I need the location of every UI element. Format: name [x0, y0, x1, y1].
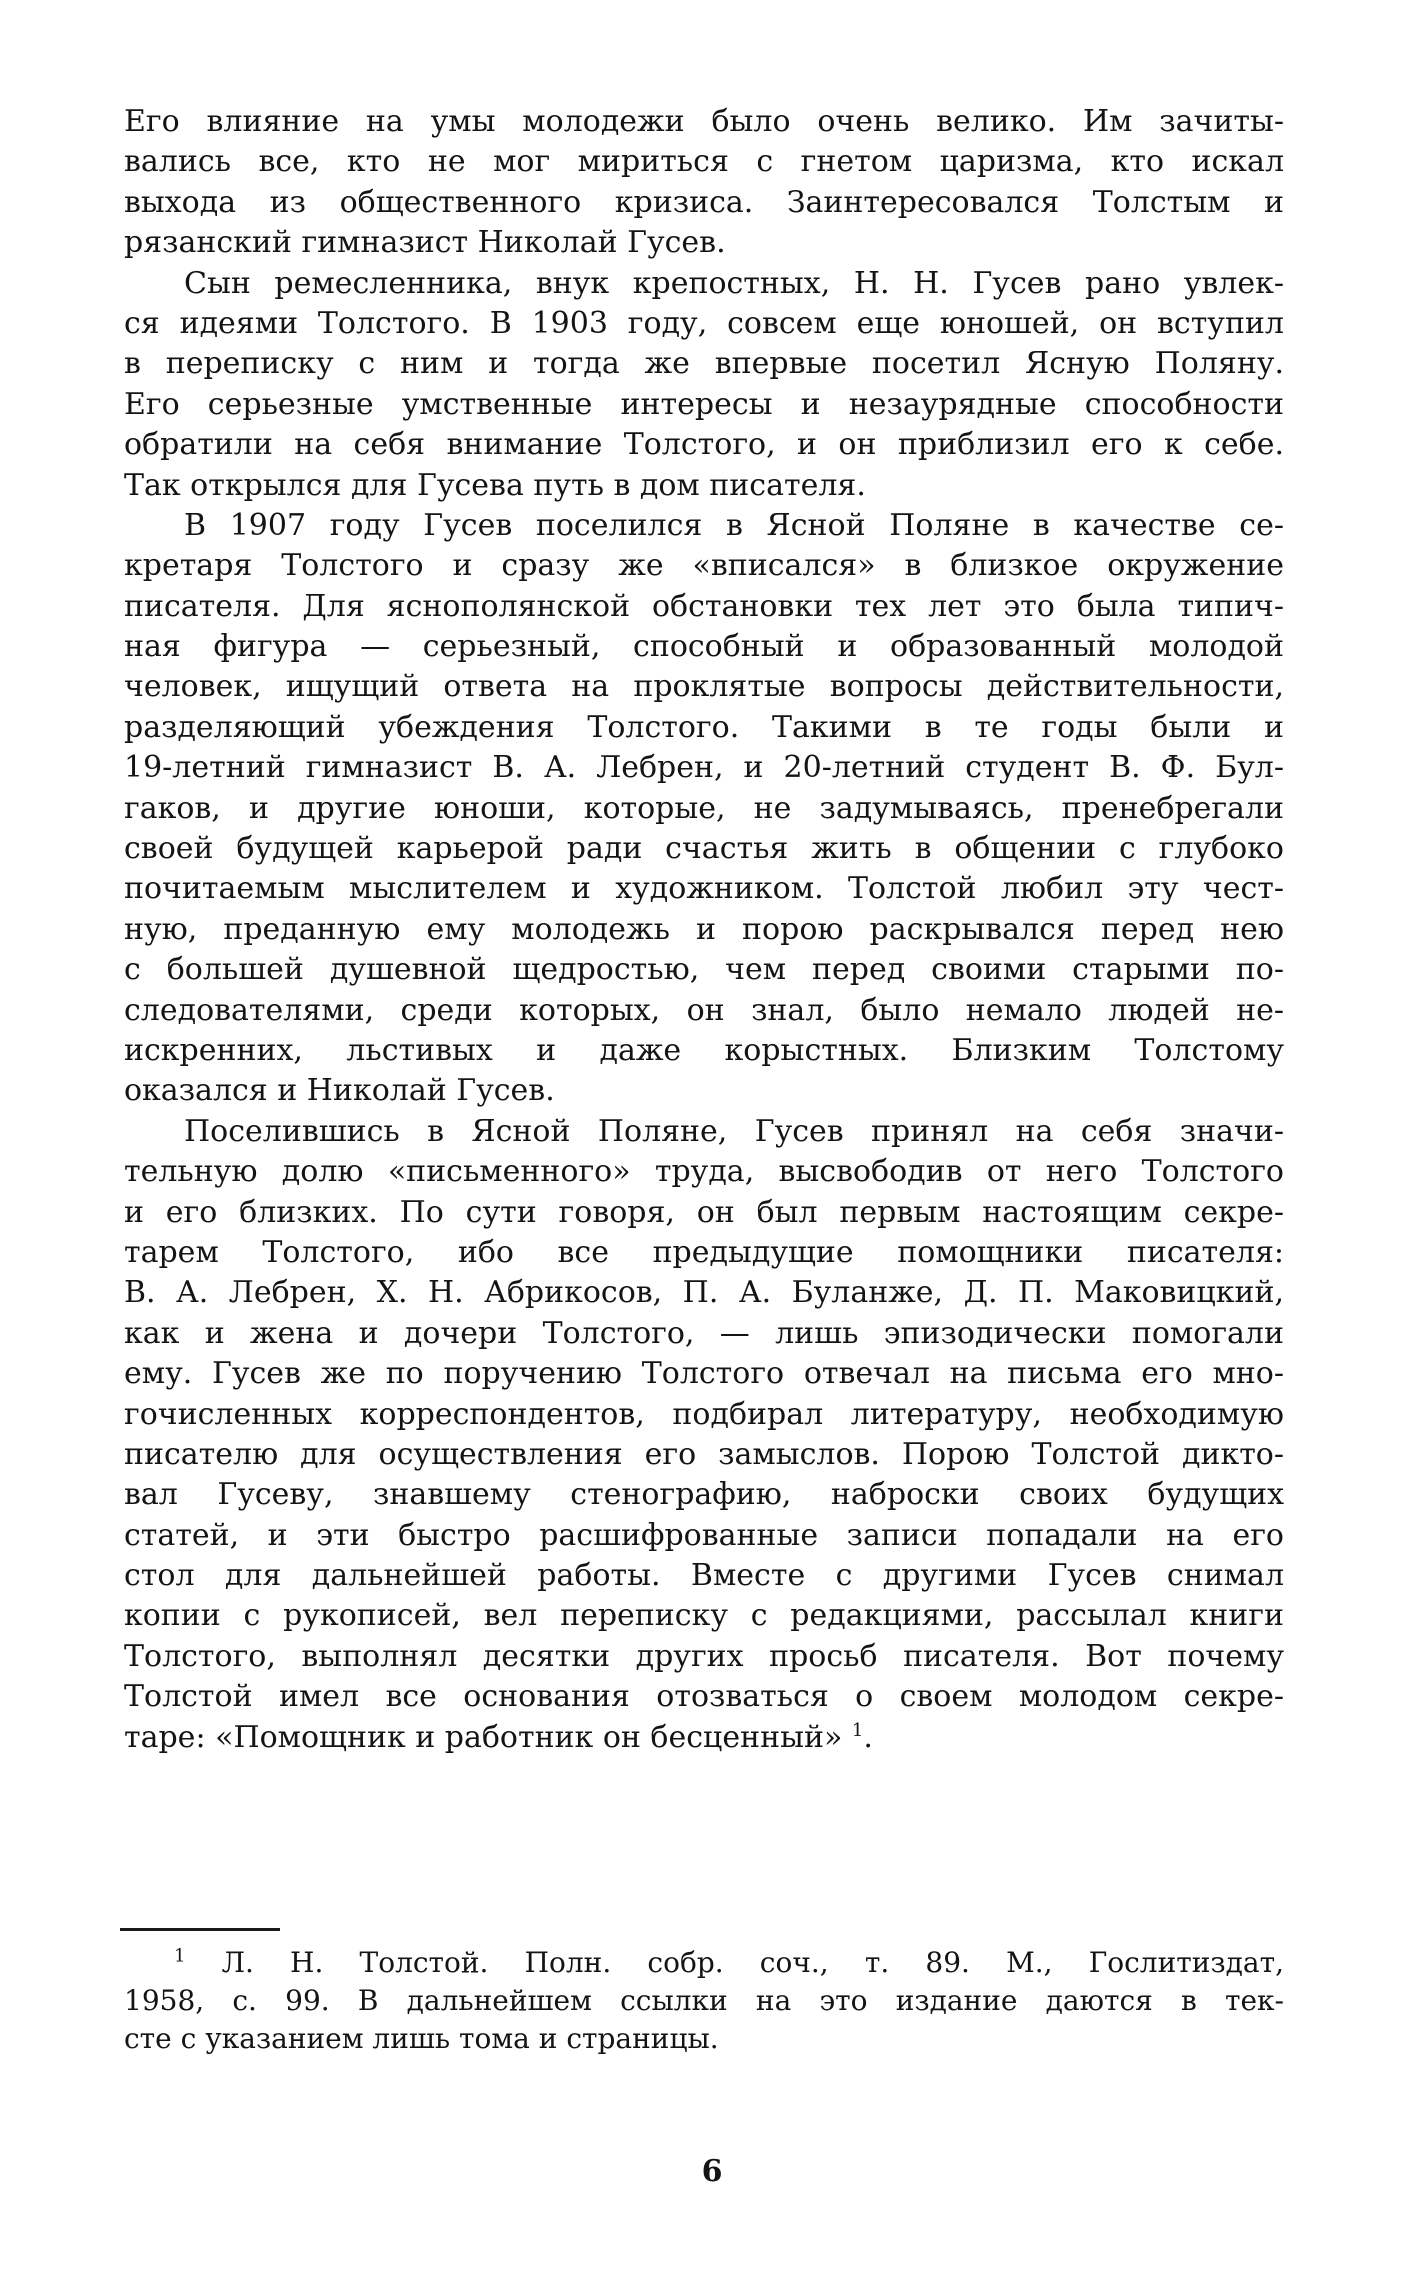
text-line: Толстого, выполнял десятки других просьб писателя. Вот почему: [124, 1638, 1284, 1674]
text-line: Так открылся для Гусева путь в дом писателя.: [124, 467, 866, 503]
text-line: следователями, среди которых, он знал, было немало людей не-: [124, 992, 1284, 1028]
text-line: с большей душевной щедростью, чем перед своими старыми по-: [124, 952, 1284, 988]
text-line: писателя. Для яснополянской обстановки тех лет это была типич-: [124, 588, 1284, 624]
text-line: гаков, и другие юноши, которые, не задумываясь, пренебрегали: [124, 790, 1284, 826]
paragraph: [124, 1112, 1284, 1758]
page-number: 6: [701, 2154, 723, 2189]
footnote-reference[interactable]: 1: [851, 1719, 864, 1741]
text-line: выхода из общественного кризиса. Заинтересовался Толстым и: [124, 184, 1284, 220]
text-line: обратили на себя внимание Толстого, и он приблизил его к себе.: [124, 427, 1284, 463]
text-line: Поселившись в Ясной Поляне, Гусев принял на себя значи-: [184, 1113, 1284, 1149]
text-line: тельную долю «письменного» труда, высвободив от него Толстого: [124, 1154, 1284, 1190]
text-line: в переписку с ним и тогда же впервые посетил Ясную Поляну.: [124, 346, 1284, 382]
text-line: человек, ищущий ответа на проклятые вопросы действительности,: [124, 669, 1284, 705]
text-line: тарем Толстого, ибо все предыдущие помощники писателя:: [124, 1234, 1284, 1270]
text-line: ся идеями Толстого. В 1903 году, совсем еще юношей, он вступил: [124, 305, 1284, 341]
text-line: В 1907 году Гусев поселился в Ясной Поляне в качестве се-: [184, 507, 1284, 543]
footnote-line: сте с указанием лишь тома и страницы.: [124, 2022, 719, 2055]
text-line: 19-летний гимназист В. А. Лебрен, и 20-летний студент В. Ф. Бул-: [124, 750, 1284, 786]
text-line: кретаря Толстого и сразу же «вписался» в близкое окружение: [124, 548, 1284, 584]
text-line: писателю для осуществления его замыслов. Порою Толстой дикто-: [124, 1436, 1284, 1472]
text-line: искренних, льстивых и даже корыстных. Близким Толстому: [124, 1032, 1284, 1068]
footnote-divider: [120, 1928, 280, 1931]
text-line: статей, и эти быстро расшифрованные записи попадали на его: [124, 1517, 1284, 1553]
paragraph: [124, 264, 1284, 506]
text-line: ная фигура — серьезный, способный и образованный молодой: [124, 629, 1284, 665]
text-line: Толстой имел все основания отозваться о своем молодом секре-: [124, 1679, 1284, 1715]
text-line: своей будущей карьерой ради счастья жить в общении с глубоко: [124, 831, 1284, 867]
paragraph: [124, 506, 1284, 1112]
text-line: рязанский гимназист Николай Гусев.: [124, 225, 726, 261]
text-line: оказался и Николай Гусев.: [124, 1073, 555, 1109]
text-line: Его серьезные умственные интересы и незаурядные способности: [124, 386, 1284, 422]
text-line: стол для дальнейшей работы. Вместе с другими Гусев снимал: [124, 1558, 1284, 1594]
text-line: ную, преданную ему молодежь и порою раскрывался перед нею: [124, 911, 1284, 947]
paragraph: [124, 102, 1284, 264]
text-line: ему. Гусев же по поручению Толстого отвечал на письма его мно-: [124, 1356, 1284, 1392]
text-line: гочисленных корреспондентов, подбирал литературу, необходимую: [124, 1396, 1284, 1432]
text-line: вал Гусеву, знавшему стенографию, наброски своих будущих: [124, 1477, 1284, 1513]
text-line: как и жена и дочери Толстого, — лишь эпизодически помогали: [124, 1315, 1284, 1351]
text-line: таре: «Помощник и работник он бесценный» $^1$.: [124, 1719, 873, 1755]
text-line: копии с рукописей, вел переписку с редакциями, рассылал книги: [124, 1598, 1284, 1634]
text-line: почитаемым мыслителем и художником. Толстой любил эту чест-: [124, 871, 1284, 907]
footnote-line-content: Л. Н. Толстой. Полн. собр. соч., т. 89. М., Гослитиздат,: [221, 1946, 1284, 1979]
text-line: и его близких. По сути говоря, он был первым настоящим секре-: [124, 1194, 1284, 1230]
text-line: Его влияние на умы молодежи было очень велико. Им зачиты-: [124, 104, 1284, 139]
text-line: В. А. Лебрен, Х. Н. Абрикосов, П. А. Буланже, Д. П. Маковицкий,: [124, 1275, 1284, 1311]
text-line: разделяющий убеждения Толстого. Такими в те годы были и: [124, 709, 1284, 745]
footnote-line: 1958, с. 99. В дальнейшем ссылки на это издание даются в тек-: [124, 1984, 1284, 2017]
text-line: вались все, кто не мог мириться с гнетом царизма, кто искал: [124, 144, 1284, 180]
main-text: [124, 102, 1284, 1758]
text-line-content: таре: «Помощник и работник он бесценный»: [124, 1719, 843, 1755]
footnote-mark: 1: [174, 1945, 186, 1967]
footnote-line: [124, 1944, 1284, 1982]
footnote: [124, 1944, 1284, 2058]
text-line: Сын ремесленника, внук крепостных, Н. Н. Гусев рано увлек-: [184, 265, 1284, 301]
